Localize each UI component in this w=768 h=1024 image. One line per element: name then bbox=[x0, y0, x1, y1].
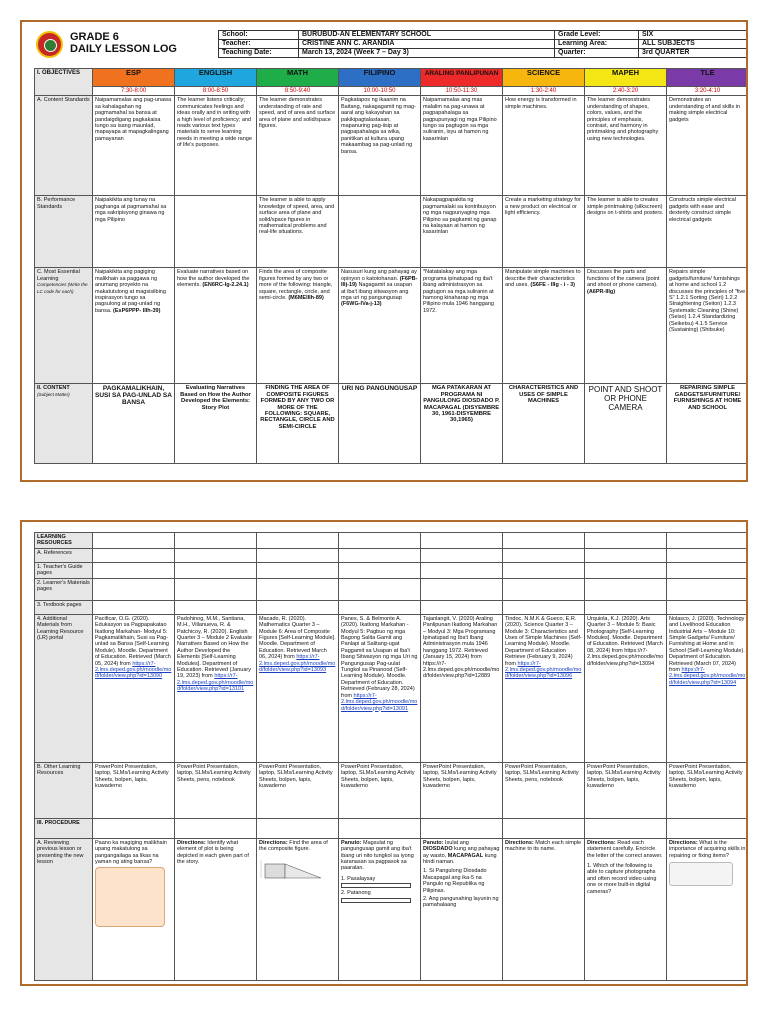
learning-resources-label: LEARNING RESOURCES bbox=[35, 533, 93, 549]
directions-text: Find the area of the composite figure. bbox=[259, 839, 328, 853]
directions-label: Directions: bbox=[587, 839, 616, 846]
answer-box bbox=[669, 862, 733, 886]
reference-link[interactable]: https://r7-2.lms.deped.gov.ph/moodle/mod/folder/view.php?id=13096 bbox=[505, 660, 582, 680]
lc-text: *Natatalakay ang mga programa ipinatupad ng iba't ibang administrasyon sa pagtugon sa mga suliranin at hamong kinaharap ng mga Pilipino mula 1946 hanggang 1972. bbox=[423, 269, 494, 314]
reference-link[interactable]: https://r7-2.lms.deped.gov.ph/moodle/mod/folder/view.php?id=13090 bbox=[95, 660, 172, 680]
cell bbox=[339, 838, 421, 980]
grade-level: SIX bbox=[639, 31, 747, 40]
school-label: School: bbox=[219, 31, 299, 40]
lesson-log-page-1 bbox=[20, 20, 748, 482]
lc-text: Repairs simple gadgets/furniture/ furnishings at home and school 1.2 discusses the principles of "five S" 1.2.1 Sorting (Seiri) 1.2.2 Straightening (Seiton) 1.2.3 Systematic Cleaning (Shine) (Seiso) 1.2.4 Standardizing (Seiketsu) 4.1.5 Service (Sustaining) (Shitsuke) bbox=[669, 269, 746, 334]
lc-code: (EN6RC-Ig-2.24.1) bbox=[202, 282, 249, 289]
cell: The learner is able to apply knowledge of speed, area, and surface area of plane and solid/space figures in mathematical problems and real-life situations. bbox=[257, 196, 339, 268]
subject-filipino: FILIPINO bbox=[339, 69, 421, 87]
content-standards-label: A. Content Standards bbox=[35, 96, 93, 196]
subject-header-row bbox=[35, 69, 749, 87]
content-row bbox=[35, 384, 749, 464]
subject-esp: ESP bbox=[93, 69, 175, 87]
cell: Naipamamalas ang mas malalim na pag-unawa at pagpapahalaga sa pagpupunyagi ng mga Pilipino tungo sa pagtugon sa mga suliranin, isyu at hamon ng kasarinlan bbox=[421, 96, 503, 196]
cell bbox=[503, 268, 585, 384]
reference-text: Tindoc, N.M.K & Gueco, E.R. (2020). Science Quarter 3 – Module 3: Characteristics and Uses of Simple Machines (Self-Learning Module). Moodle. Department of Education Retrieve (February 9, 2024) from bbox=[505, 615, 582, 667]
time-math: 8:50-9:40 bbox=[257, 87, 339, 96]
subject-science: SCIENCE bbox=[503, 69, 585, 87]
cell bbox=[257, 614, 339, 762]
item-2: 2. Patanong bbox=[341, 890, 371, 897]
reference-text: Pacificar, O.G. (2020). Edukasyon sa Pagpapakatao Ikatlong Markahan- Modyul 5: Pagkamalikhain, Susi sa Pag-unlad sa Bansa (Self-Learning Module). Moodle. Department of Education. Retrieved (March 05, 2024) from bbox=[95, 615, 171, 667]
cell: PowerPoint Presentation, laptop, SLMs/Learning Activity Sheets, pens, notebook bbox=[175, 762, 257, 818]
reference-text: Urquiola, K.J. (2020). Arts Quarter 3 – Module 5: Basic Photography [Self-Learning Modules]. Moodle. Department of Education. Retrieved (March 08, 2024) from https://r7-2.lms.deped.gov.ph/moodle/mod/folder/view.php?id=13094 bbox=[587, 615, 664, 667]
cell: How energy is transformed in simple machines. bbox=[503, 96, 585, 196]
cell: The learner demonstrates understanding of shapes, colors, values, and the principles of emphasis, contrast, and harmony in printmaking and photography using new technologies. bbox=[585, 96, 667, 196]
keyword-diosdado: DIOSDADO bbox=[423, 846, 453, 853]
reference-text: Macado, R. (2020). Mathematics Quarter 3 – Module 6: Area of Composite Figures [Self-Learning Module]. Moodle. Department of Education. Retrieved March 06, 2024) from bbox=[259, 615, 336, 661]
cell: PowerPoint Presentation, laptop, SLMs/Learning Activity Sheets, pens, notebook bbox=[503, 762, 585, 818]
cell: Pagkatapos ng ikaanim na Baitang, nakagagamit ng mag-aaral ang kakayahan sa pakikipagtalastasan, mapanuring pag-iisip at pagpapahalaga sa wika, panitikan at kultura upang makaambag sa pag-unlad ng bansa. bbox=[339, 96, 421, 196]
time-english: 8:00-8:50 bbox=[175, 87, 257, 96]
cell bbox=[421, 838, 503, 980]
references-label: A. References bbox=[35, 548, 93, 562]
directions-label: Directions: bbox=[669, 839, 698, 846]
learning-resources-row bbox=[35, 533, 749, 549]
procedure-row bbox=[35, 818, 749, 838]
cell bbox=[421, 614, 503, 762]
reference-text: Panes, S. & Belmonte A. (2020). Ikatlong Markahan - Modyul 5: Pagbuo ng mga Bagong Salita Gamit ang Panlapi at Salitang-ugat Paggamit sa Usapan at Iba't Ibang Sitwasyon ng mga Uri ng Pangungusap Pag-uulat Tungkol sa Pinanood (Self-Learning Module). Moodle. Department of Education. Retrieved (February 28, 2024) from bbox=[341, 615, 418, 699]
tg-pages-row bbox=[35, 562, 749, 578]
cell: PowerPoint Presentation, laptop, SLMs/Learning Activity Sheets, bolpen, lapis, kuwaderno bbox=[421, 762, 503, 818]
answer-line[interactable] bbox=[341, 883, 411, 888]
item-1: 1. Si Pangulong Diosdado Macapagal ang ika-5 na Pangulo ng Republika ng Pilipinas. bbox=[423, 868, 487, 894]
school-seal-icon bbox=[36, 31, 63, 58]
resources-table bbox=[34, 532, 748, 981]
cell bbox=[93, 614, 175, 762]
subject-mapeh: MAPEH bbox=[585, 69, 667, 87]
other-resources-label: B. Other Learning Resources bbox=[35, 762, 93, 818]
directions-label: Panuto: bbox=[341, 839, 362, 846]
teaching-date: March 13, 2024 (Week 7 – Day 3) bbox=[299, 49, 555, 58]
lc-text: Discusses the parts and functions of the camera (point and shoot or phone camera). bbox=[587, 269, 660, 289]
teacher-label: Teacher: bbox=[219, 40, 299, 49]
cell: Create a marketing strategy for a new product on electrical or light efficiency. bbox=[503, 196, 585, 268]
cell bbox=[339, 268, 421, 384]
references-row bbox=[35, 548, 749, 562]
procedure-label: III. PROCEDURE bbox=[35, 818, 93, 838]
cell bbox=[667, 838, 749, 980]
cell bbox=[585, 268, 667, 384]
lc-code: (A6PR-IIIg) bbox=[587, 288, 616, 295]
directions-text: Isulat ang bbox=[445, 839, 469, 846]
cell bbox=[339, 614, 421, 762]
additional-materials-row bbox=[35, 614, 749, 762]
header bbox=[34, 30, 748, 58]
reference-link[interactable]: https://r7-2.lms.deped.gov.ph/moodle/mod/folder/view.php?id=13091 bbox=[341, 692, 418, 712]
directions-label: Panuto: bbox=[423, 839, 444, 846]
header-info-table bbox=[218, 30, 747, 58]
cell: The learner demonstrates understanding of rate and speed, and of area and surface area of plane and solid/space figures. bbox=[257, 96, 339, 196]
keyword-macapagal: MACAPAGAL bbox=[447, 852, 484, 859]
cell bbox=[503, 614, 585, 762]
additional-materials-label: 4. Additional Materials from Learning Resource (LR) portal bbox=[35, 614, 93, 762]
objectives-label: I. OBJECTIVES bbox=[35, 69, 93, 96]
time-filipino: 10:00-10:50 bbox=[339, 87, 421, 96]
content-standards-row bbox=[35, 96, 749, 196]
cell bbox=[421, 268, 503, 384]
subject-ap: ARALING PANLIPUNAN bbox=[421, 69, 503, 87]
lc-text: Manipulate simple machines to describe their characteristics and uses. bbox=[505, 269, 581, 289]
lm-pages-row bbox=[35, 578, 749, 600]
cell: Demonstrates an understanding of and skills in making simple electrical gadgets bbox=[667, 96, 749, 196]
lc-code: (EsP6PPP- IIIh-39) bbox=[113, 307, 161, 314]
grade-title: GRADE 6 bbox=[70, 31, 119, 43]
content-note: (Subject Matter) bbox=[37, 391, 70, 397]
subject-tle: TLE bbox=[667, 69, 749, 87]
cell bbox=[667, 268, 749, 384]
tb-pages-row bbox=[35, 600, 749, 614]
time-ap: 10:50-11:30 bbox=[421, 87, 503, 96]
cell bbox=[667, 614, 749, 762]
lc-code: (F6PB-IIIj-19) bbox=[341, 275, 418, 289]
directions-text: Magsulat ng pangungusap gamit ang iba't ibang uri nito tungkol sa iyong karanasan sa pagpasok sa paaralan. bbox=[341, 839, 414, 872]
directions-label: Directions: bbox=[177, 839, 206, 846]
directions-text: kung hindi naman. bbox=[423, 852, 497, 866]
time-tle: 3:20-4:10 bbox=[667, 87, 749, 96]
competencies-title: C. Most Essential Learning bbox=[37, 269, 80, 282]
directions-text: kung ang pahayag ay wasto, bbox=[423, 846, 500, 859]
subject-math: MATH bbox=[257, 69, 339, 87]
cell bbox=[339, 196, 421, 268]
content-title-ap: MGA PATAKARAN AT PROGRAMA NI PANGULONG DIOSDADO P. MACAPAGAL (DISYEMBRE 30, 1961-DISYEMBRE 30,1965) bbox=[421, 384, 503, 464]
reference-link[interactable]: https://r7-2.lms.deped.gov.ph/moodle/mod/folder/view.php?id=13094 bbox=[669, 667, 746, 686]
subject-english: ENGLISH bbox=[175, 69, 257, 87]
performance-standards-row bbox=[35, 196, 749, 268]
cell bbox=[175, 196, 257, 268]
lc-code: (S6FE - IIIg - i - 3) bbox=[530, 282, 576, 289]
cell: Nakapagpapakita ng pagmamalaki sa kontribusyon ng mga nagpunyaging mga Pilipino sa pagkamit ng ganap na kalayaan at hamon ng kasarinlan bbox=[421, 196, 503, 268]
time-science: 1:30-2:40 bbox=[503, 87, 585, 96]
area-label: Learning Area: bbox=[555, 40, 639, 49]
lc-code: (M6MEIIIh-89) bbox=[288, 295, 324, 302]
cell bbox=[175, 268, 257, 384]
lc-text: Evaluate narratives based on how the author developed the elements. bbox=[177, 269, 250, 289]
cell bbox=[175, 838, 257, 980]
item-2: 2. Ang pangunahing layunin ng pamahalaang bbox=[423, 896, 499, 909]
school-name: BURUBUD-AN ELEMENTARY SCHOOL bbox=[299, 31, 555, 40]
performance-standards-label: B. Performance Standards bbox=[35, 196, 93, 268]
objectives-table bbox=[34, 68, 748, 464]
lc-text: Naipakikita ang pagiging malikhain sa paggawa ng anumang proyekto na makatutulong at magsisilbing inspirasyon tungo sa pagsulong at pag-unlad ng bansa. bbox=[95, 269, 166, 314]
grade-level-label: Grade Level: bbox=[555, 31, 639, 40]
content-label bbox=[35, 384, 93, 464]
lc-text: Finds the area of composite figures formed by any two or more of the following: triangle, square, rectangle, circle, and semi-circle. bbox=[259, 269, 333, 302]
cell: PowerPoint Presentation, laptop, SLMs/Learning Activity Sheets, bolpen, lapis, kuwaderno bbox=[585, 762, 667, 818]
cell bbox=[503, 838, 585, 980]
directions-text: Match each simple machine to its name. bbox=[505, 839, 582, 853]
question-1: 1. Which of the following is able to capture photographs and often record video using one or more built-in digital cameras? bbox=[587, 863, 657, 895]
directions-text: Identify what element of plot is being depicted in each given part of the story. bbox=[177, 839, 249, 866]
content-title: II. CONTENT bbox=[37, 385, 70, 392]
directions-label: Directions: bbox=[505, 839, 534, 846]
cell bbox=[585, 838, 667, 980]
reference-text: Tajanlangit, V. (2020) Araling Panlipunan Ikatlong Markahan – Modyul 3: Mga Programang Ipinatupad ng Iba't Ibang Administrasyon mula 1946 hanggang 1972. Retrieved (January 15, 2024) from https://r7-2.lms.deped.gov.ph/moodle/mod/folder/view.php?id=12889 bbox=[423, 615, 500, 680]
cell: The learner listens critically; communicates feelings and ideas orally and in writing with a high level of proficiency; and reads various text types materials to serve learning needs in meeting a wide range of life's purposes. bbox=[175, 96, 257, 196]
answer-line[interactable] bbox=[341, 898, 411, 903]
cell: PowerPoint Presentation, laptop, SLMs/Learning Activity Sheets, bolpen, lapis, kuwaderno bbox=[93, 762, 175, 818]
directions-text: What is the importance of acquiring skills in repairing or fixing items? bbox=[669, 839, 746, 859]
lc-text-2: Nagagamit sa usapan at iba't ibang sitwasyon ang mga uri ng pangungusap bbox=[341, 282, 412, 302]
log-title: DAILY LESSON LOG bbox=[70, 43, 177, 55]
learning-area: ALL SUBJECTS bbox=[639, 40, 747, 49]
cell bbox=[175, 614, 257, 762]
composite-figure-image bbox=[259, 856, 329, 882]
competencies-note: Competencies (Write the LC code for each) bbox=[37, 282, 88, 294]
teacher-name: CRISTINE ANN C. ARANDIA bbox=[299, 40, 555, 49]
lm-pages-label: 2. Learner's Materials pages bbox=[35, 578, 93, 600]
content-title-science: CHARACTERISTICS AND USES OF SIMPLE MACHINES bbox=[503, 384, 585, 464]
reviewing-row bbox=[35, 838, 749, 980]
cell: PowerPoint Presentation, laptop, SLMs/Learning Activity Sheets, bolpen, lapis, kuwaderno bbox=[339, 762, 421, 818]
tg-pages-label: 1. Teacher's Guide pages bbox=[35, 562, 93, 578]
tb-pages-label: 3. Textbook pages bbox=[35, 600, 93, 614]
lesson-log-page-2 bbox=[20, 520, 748, 986]
lc-code-2: (F6WG-IVa-j-13) bbox=[341, 301, 382, 308]
cell bbox=[585, 614, 667, 762]
competencies-label bbox=[35, 268, 93, 384]
lc-text: Nasusuri kung ang pahayag ay opinyon o katotohanan. bbox=[341, 269, 417, 282]
reference-link[interactable]: https://r7-2.lms.deped.gov.ph/moodle/mod/folder/view.php?id=13093 bbox=[259, 654, 336, 674]
cell bbox=[257, 838, 339, 980]
content-title-tle: REPAIRING SIMPLE GADGETS/FURNITURE/ FURNISHINGS AT HOME AND SCHOOL bbox=[667, 384, 749, 464]
cell bbox=[93, 838, 175, 980]
content-title-filipino: URI NG PANGUNGUSAP bbox=[339, 384, 421, 464]
quarter: 3rd QUARTER bbox=[639, 49, 747, 58]
cell: Constructs simple electrical gadgets with ease and dexterity construct simple electrical gadgets bbox=[667, 196, 749, 268]
answer-box bbox=[95, 867, 165, 927]
time-esp: 7:30-8:00 bbox=[93, 87, 175, 96]
cell: PowerPoint Presentation, laptop, SLMs/Learning Activity Sheets, bolpen, lapis, kuwaderno bbox=[257, 762, 339, 818]
review-question: Paano ka magiging malikhain upang makatulong sa pangangailaga sa likas na yaman ng ating bansa? bbox=[95, 839, 167, 866]
reference-text: Padohinog, M.M., Santiana, M.H., Villanueva, R. & Patchicoy, R. (2020). English Quarter 3 – Module 2 Evaluate Narratives Based on How the Author Developed the Elements [Self-Learning Modules]. Department of Education. Retrieved (January 19, 2023) from bbox=[177, 615, 252, 680]
cell bbox=[93, 268, 175, 384]
quarter-label: Quarter: bbox=[555, 49, 639, 58]
directions-label: Directions: bbox=[259, 839, 288, 846]
content-title-math: FINDING THE AREA OF COMPOSITE FIGURES FORMED BY ANY TWO OR MORE OF THE FOLLOWING: SQUARE, RECTANGLE, CIRCLE AND SEMI-CIRCLE bbox=[257, 384, 339, 464]
cell: Naipamamalas ang pag-unawa sa kahalagahan ng pagmamahal sa bansa at pandaigdigang pagkakaisa tungo sa isang maunlad, mapayapa at mapagkalingang pamayanan bbox=[93, 96, 175, 196]
date-label: Teaching Date: bbox=[219, 49, 299, 58]
reviewing-label: A. Reviewing previous lesson or presenting the new lesson bbox=[35, 838, 93, 980]
competencies-row bbox=[35, 268, 749, 384]
other-resources-row bbox=[35, 762, 749, 818]
reference-text: Nolasco, J. (2020). Technology and Livelihood Education Industrial Arts – Module 10: Simple Gadgets/ Furniture/ Furnishing at Home and in School (Self-Learning Module). Department of Education. Retrieved (March 07, 2024) from bbox=[669, 615, 745, 674]
time-mapeh: 2:40-3:20 bbox=[585, 87, 667, 96]
time-row bbox=[35, 87, 749, 96]
cell bbox=[257, 268, 339, 384]
item-1: 1. Pasalaysay bbox=[341, 875, 376, 882]
content-title-mapeh: POINT AND SHOOT OR PHONE CAMERA bbox=[585, 384, 667, 464]
cell: PowerPoint Presentation, laptop, SLMs/Learning Activity Sheets, bolpen, lapis, kuwaderno bbox=[667, 762, 749, 818]
content-title-esp: PAGKAMALIKHAIN, SUSI SA PAG-UNLAD SA BANSA bbox=[93, 384, 175, 464]
directions-text: Read each statement carefully. Encircle the letter of the correct answer. bbox=[587, 839, 663, 859]
content-title-english: Evaluating Narratives Based on How the Author Developed the Elements: Story Plot bbox=[175, 384, 257, 464]
cell: Naipakikita ang tunay na paghanga at pagmamahal sa mga sakripisyong ginawa ng mga Pilipino bbox=[93, 196, 175, 268]
cell: The learner is able to creates simple printmaking (silkscreen) designs on t-shirts and posters. bbox=[585, 196, 667, 268]
reference-link[interactable]: https://r7-2.lms.deped.gov.ph/moodle/mod/folder/view.php?id=13101 bbox=[177, 673, 254, 693]
